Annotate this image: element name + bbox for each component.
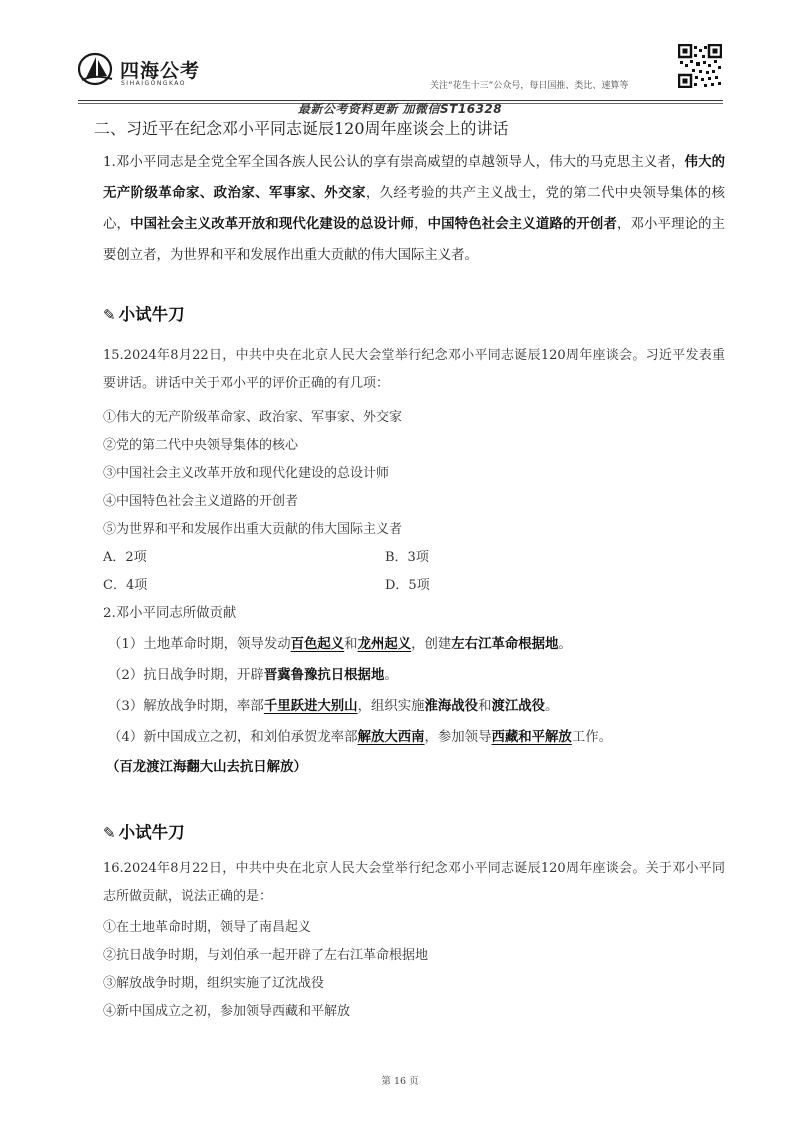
q15-item: ③中国社会主义改革开放和现代化建设的总设计师 bbox=[103, 466, 390, 481]
text-run: 。 bbox=[545, 699, 559, 714]
text-run: （2）抗日战争时期，开辟 bbox=[108, 668, 264, 683]
practice-heading: ✎ 小试牛刀 bbox=[103, 305, 185, 324]
emphasis-text: 伟大的无产阶级革命家、政治家、军事家、外交家 bbox=[103, 154, 725, 201]
sihai-logo-icon bbox=[78, 52, 120, 86]
q15-option-a: A．2项 bbox=[103, 550, 147, 565]
q16-item: ①在土地革命时期，领导了南昌起义 bbox=[103, 920, 312, 935]
text-run: 和 bbox=[344, 637, 358, 652]
q16-item: ③解放战争时期，组织实施了辽沈战役 bbox=[103, 976, 325, 991]
text-run: 和 bbox=[478, 699, 492, 714]
q15-option-b: B．3项 bbox=[385, 550, 429, 565]
emphasis-text: 解放大西南 bbox=[357, 729, 425, 745]
mnemonic: （百龙渡江海翻大山去抗日解放） bbox=[106, 759, 307, 775]
emphasis-text: 渡江战役 bbox=[491, 698, 546, 714]
point2-line bbox=[108, 695, 558, 714]
q16-item: ④新中国成立之初，参加领导西藏和平解放 bbox=[103, 1004, 351, 1019]
pen-icon: ✎ bbox=[103, 306, 116, 324]
text-run: ， bbox=[414, 217, 428, 232]
q16-item: ②抗日战争时期，与刘伯承一起开辟了左右江革命根据地 bbox=[103, 948, 429, 963]
text-run: （1）土地革命时期，领导发动 bbox=[108, 637, 291, 652]
qr-code-icon bbox=[678, 44, 722, 88]
brand-name-pinyin: SIHAIGONGKAO bbox=[121, 80, 187, 87]
text-run: （4）新中国成立之初，和刘伯承贺龙率部 bbox=[108, 730, 358, 745]
section-title: 二、习近平在纪念邓小平同志诞辰120周年座谈会上的讲话 bbox=[94, 119, 509, 138]
emphasis-text: 中国特色社会主义道路的开创者 bbox=[427, 216, 617, 232]
q15-option-c: C．4项 bbox=[103, 578, 148, 593]
text-run: 。 bbox=[384, 668, 398, 683]
emphasis-text: 百色起义 bbox=[290, 636, 345, 652]
text-run: ，组织实施 bbox=[357, 699, 425, 714]
q15-stem: 15.2024年8月22日，中共中央在北京人民大会堂举行纪念邓小平同志诞辰120周年座谈会。习近平发表重要讲话。讲话中关于邓小平的评价正确的有几项： bbox=[103, 348, 725, 391]
text-run: 1.邓小平同志是全党全军全国各族人民公认的享有崇高威望的卓越领导人，伟大的马克思主义者， bbox=[103, 155, 685, 170]
point2-line bbox=[108, 726, 612, 745]
header-note: 关注“花生十三”公众号，每日国推、类比、速算等 bbox=[430, 81, 629, 91]
text-run: ，参加领导 bbox=[424, 730, 492, 745]
text-run: ，久经考验的共产主义战士，党的第二代中央领导集体的核心， bbox=[103, 186, 726, 232]
brand-name: 四海公考 bbox=[120, 60, 201, 82]
emphasis-text: 晋冀鲁豫抗日根据地 bbox=[263, 667, 385, 683]
point2-line bbox=[108, 633, 572, 652]
emphasis-text: 西藏和平解放 bbox=[491, 729, 572, 745]
q15-option-d: D．5项 bbox=[385, 578, 430, 593]
promo-banner: 最新公考资料更新 加微信ST16328 bbox=[297, 102, 503, 116]
page-number: 第 16 页 bbox=[381, 1076, 419, 1087]
emphasis-text: 淮海战役 bbox=[424, 698, 479, 714]
practice-heading: ✎ 小试牛刀 bbox=[103, 823, 185, 842]
text-run: 。 bbox=[558, 637, 572, 652]
text-run: ，创建 bbox=[411, 637, 452, 652]
q16-stem: 16.2024年8月22日，中共中央在北京人民大会堂举行纪念邓小平同志诞辰120周年座谈会。关于邓小平同志所做贡献，说法正确的是： bbox=[103, 861, 725, 904]
q15-item: ④中国特色社会主义道路的开创者 bbox=[103, 494, 299, 509]
emphasis-text: 龙州起义 bbox=[357, 636, 412, 652]
q15-item: ②党的第二代中央领导集体的核心 bbox=[103, 438, 299, 453]
emphasis-text: 中国社会主义改革开放和现代化建设的总设计师 bbox=[130, 216, 415, 232]
point1-paragraph bbox=[103, 147, 725, 271]
emphasis-text: 千里跃进大别山 bbox=[263, 698, 358, 714]
text-run: ，邓小平理论的主要创立者，为世界和平和发展作出重大贡献的伟大国际主义者。 bbox=[103, 217, 726, 263]
point2-line bbox=[108, 664, 398, 683]
text-run: 工作。 bbox=[571, 730, 612, 745]
text-run: （3）解放战争时期，率部 bbox=[108, 699, 264, 714]
point2-heading: 2.邓小平同志所做贡献 bbox=[103, 606, 237, 621]
q15-item: ⑤为世界和平和发展作出重大贡献的伟大国际主义者 bbox=[103, 522, 403, 537]
q15-item: ①伟大的无产阶级革命家、政治家、军事家、外交家 bbox=[103, 410, 403, 425]
pen-icon: ✎ bbox=[103, 824, 116, 842]
emphasis-text: 左右江革命根据地 bbox=[451, 636, 559, 652]
